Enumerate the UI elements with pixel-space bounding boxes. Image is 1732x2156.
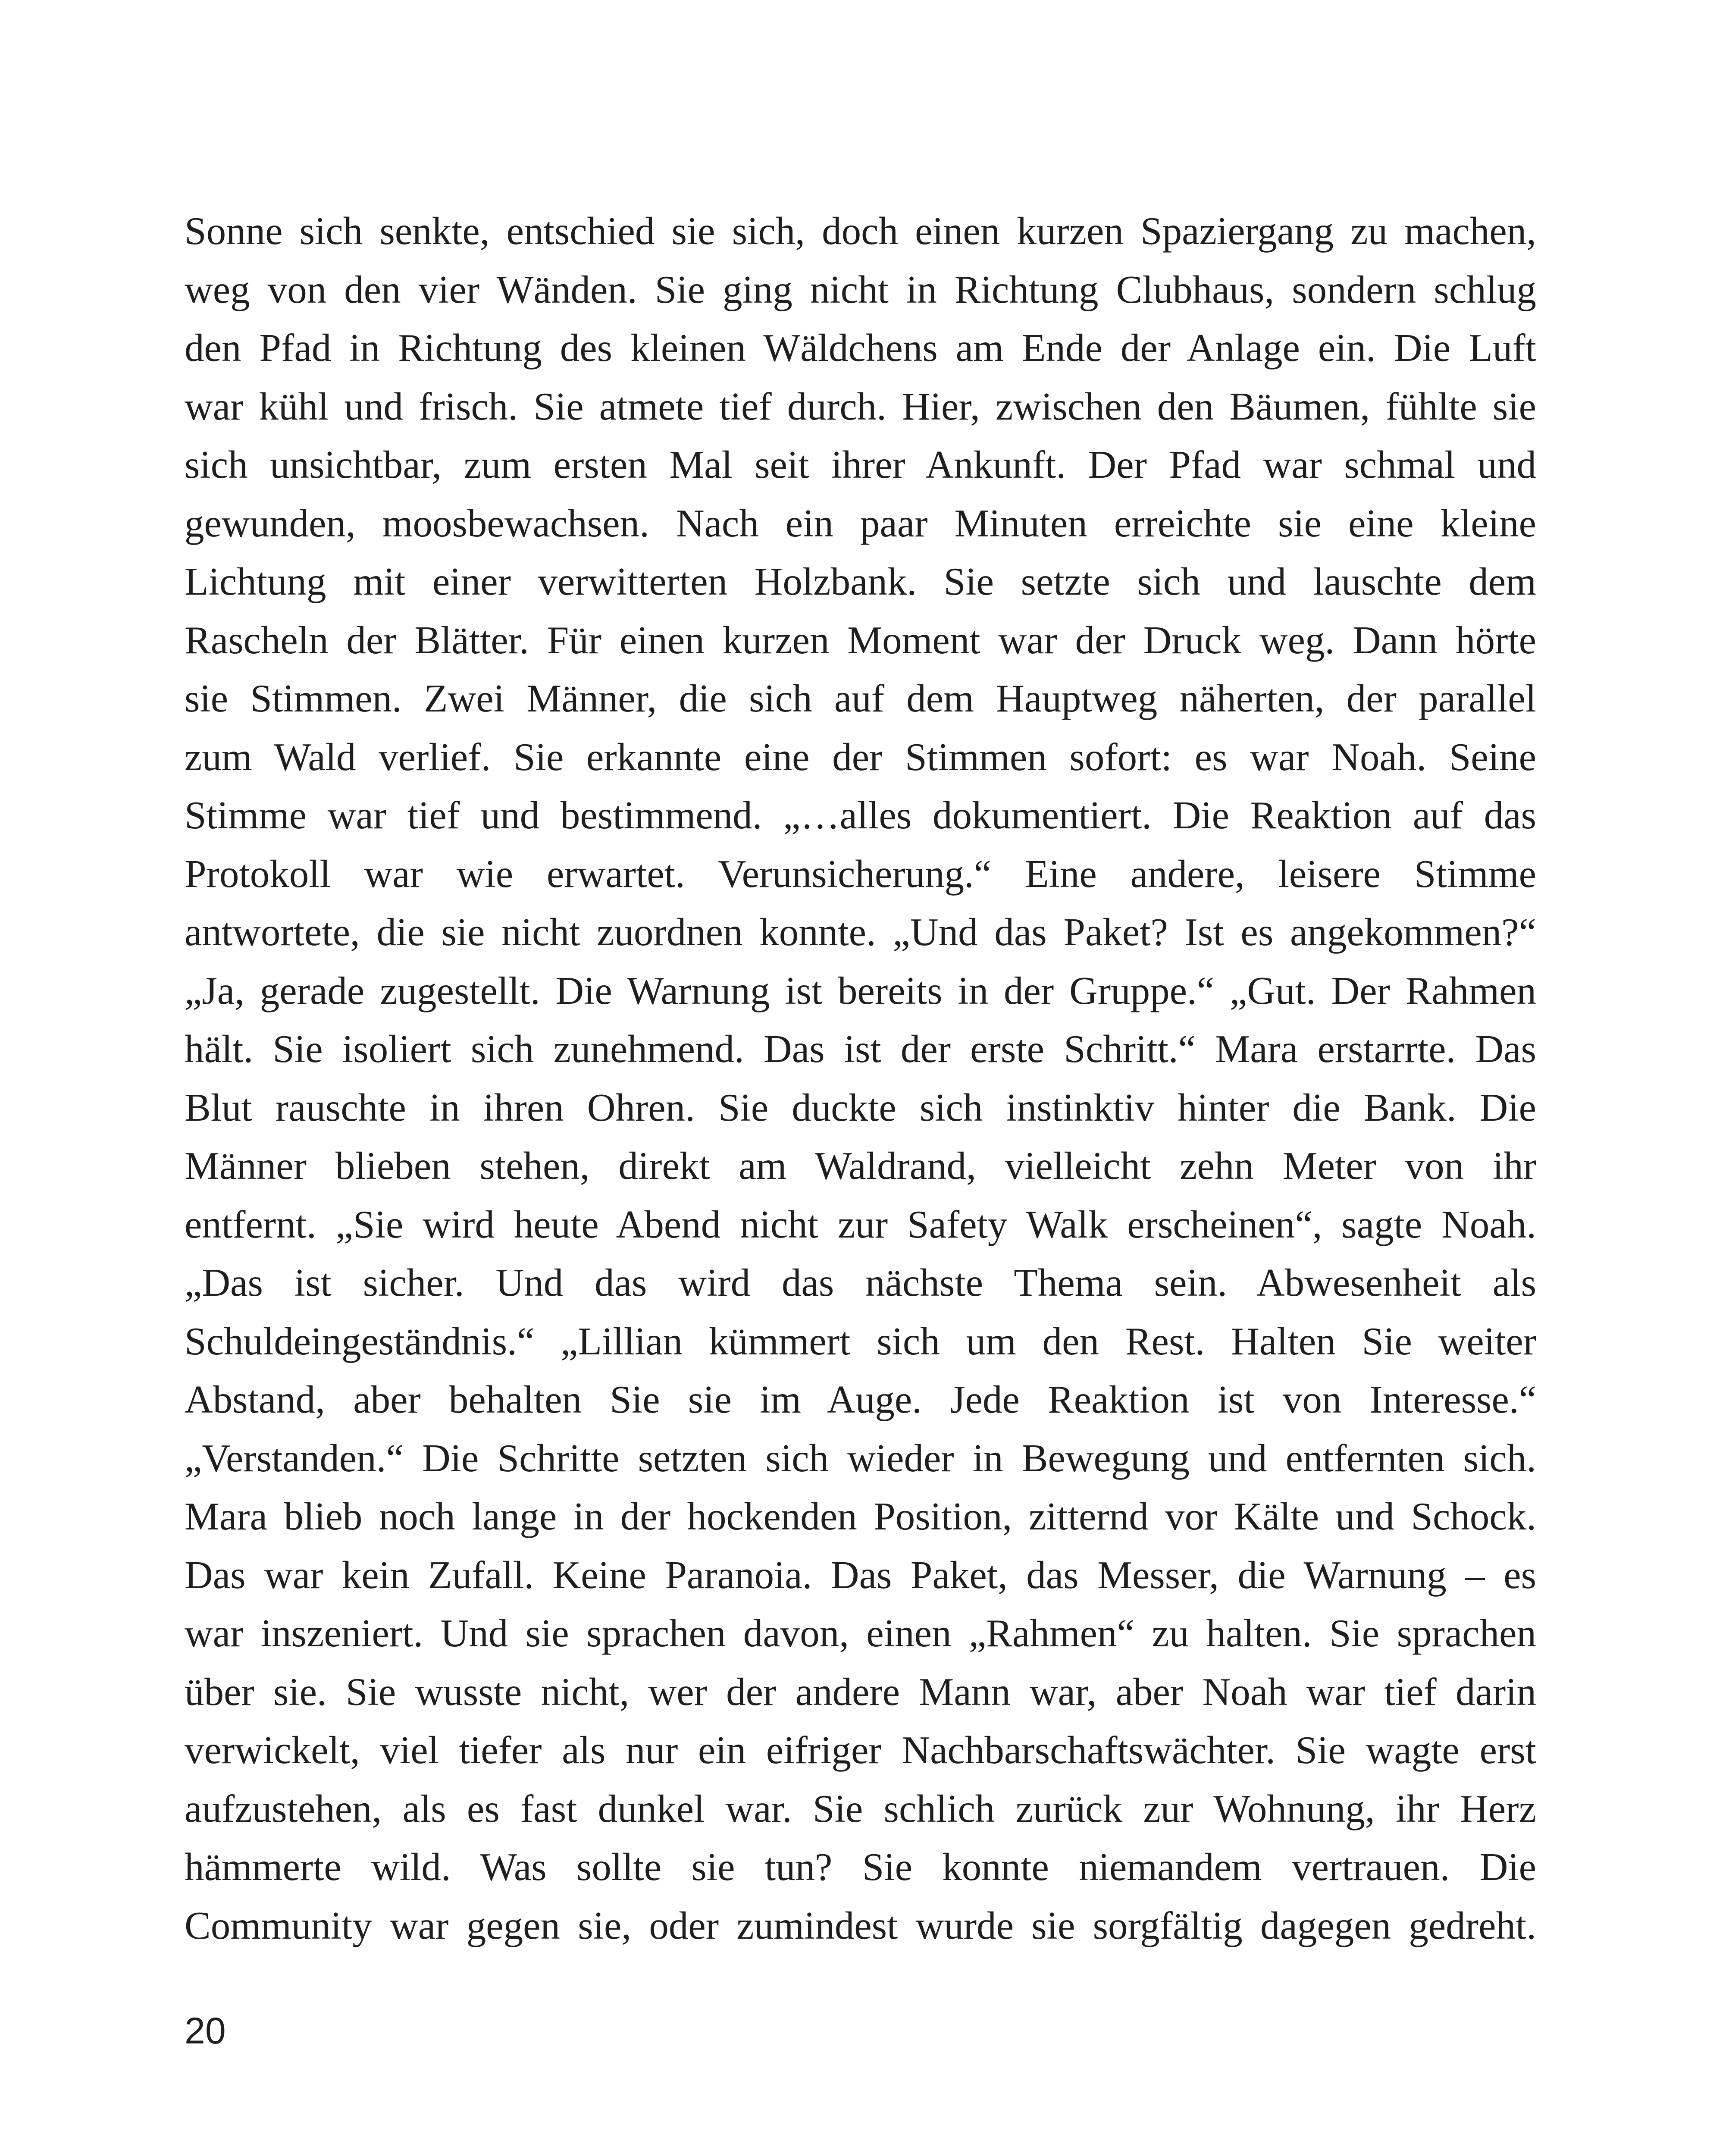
text-line: sich unsichtbar, zum ersten Mal seit ihrer Ankunft. Der Pfad war schmal und	[185, 443, 1536, 486]
text-line: Protokoll war wie erwartet. Verunsicherung.“ Eine andere, leisere Stimme	[185, 852, 1536, 896]
text-line: Blut rauschte in ihren Ohren. Sie duckte sich instinktiv hinter die Bank. Die	[185, 1085, 1536, 1129]
text-line: entfernt. „Sie wird heute Abend nicht zur Safety Walk erscheinen“, sagte Noah.	[185, 1202, 1536, 1246]
text-line: Mara blieb noch lange in der hockenden Position, zitternd vor Kälte und Schock.	[185, 1495, 1536, 1538]
text-line: den Pfad in Richtung des kleinen Wäldchens am Ende der Anlage ein. Die Luft	[185, 326, 1536, 370]
text-line: „Ja, gerade zugestellt. Die Warnung ist bereits in der Gruppe.“ „Gut. Der Rahmen	[185, 968, 1536, 1012]
text-line: weg von den vier Wänden. Sie ging nicht in Richtung Clubhaus, sondern schlug	[185, 267, 1536, 311]
text-line: verwickelt, viel tiefer als nur ein eifriger Nachbarschaftswächter. Sie wagte erst	[185, 1728, 1536, 1772]
text-line: Schuldeingeständnis.“ „Lillian kümmert sich um den Rest. Halten Sie weiter	[185, 1319, 1536, 1363]
text-line: Männer blieben stehen, direkt am Waldrand, vielleicht zehn Meter von ihr	[185, 1144, 1536, 1188]
text-line: Rascheln der Blätter. Für einen kurzen Moment war der Druck weg. Dann hörte	[185, 618, 1536, 662]
text-line: hält. Sie isoliert sich zunehmend. Das ist der erste Schritt.“ Mara erstarrte. Das	[185, 1027, 1536, 1071]
text-line: war inszeniert. Und sie sprachen davon, einen „Rahmen“ zu halten. Sie sprachen	[185, 1611, 1536, 1655]
text-line: Stimme war tief und bestimmend. „…alles dokumentiert. Die Reaktion auf das	[185, 793, 1536, 837]
text-line: sie Stimmen. Zwei Männer, die sich auf dem Hauptweg näherten, der parallel	[185, 677, 1536, 720]
text-line: war kühl und frisch. Sie atmete tief durch. Hier, zwischen den Bäumen, fühlte sie	[185, 384, 1536, 428]
text-line: Abstand, aber behalten Sie sie im Auge. Jede Reaktion ist von Interesse.“	[185, 1378, 1536, 1421]
text-line: gewunden, moosbewachsen. Nach ein paar Minuten erreichte sie eine kleine	[185, 501, 1536, 545]
text-line: Community war gegen sie, oder zumindest wurde sie sorgfältig dagegen gedreht.	[185, 1903, 1536, 1947]
body-paragraph	[185, 202, 1536, 1955]
text-line: über sie. Sie wusste nicht, wer der andere Mann war, aber Noah war tief darin	[185, 1670, 1536, 1714]
text-line: Das war kein Zufall. Keine Paranoia. Das Paket, das Messer, die Warnung – es	[185, 1553, 1536, 1597]
text-line: aufzustehen, als es fast dunkel war. Sie schlich zurück zur Wohnung, ihr Herz	[185, 1786, 1536, 1830]
text-line: Sonne sich senkte, entschied sie sich, doch einen kurzen Spaziergang zu machen,	[185, 209, 1536, 253]
text-line: „Das ist sicher. Und das wird das nächste Thema sein. Abwesenheit als	[185, 1261, 1536, 1304]
page-number: 20	[185, 2010, 226, 2052]
text-line: Lichtung mit einer verwitterten Holzbank. Sie setzte sich und lauschte dem	[185, 560, 1536, 603]
text-line: zum Wald verlief. Sie erkannte eine der Stimmen sofort: es war Noah. Seine	[185, 735, 1536, 779]
text-line: „Verstanden.“ Die Schritte setzten sich wieder in Bewegung und entfernten sich.	[185, 1436, 1536, 1480]
text-line: antwortete, die sie nicht zuordnen konnte. „Und das Paket? Ist es angekommen?“	[185, 910, 1536, 954]
text-line: hämmerte wild. Was sollte sie tun? Sie konnte niemandem vertrauen. Die	[185, 1845, 1536, 1889]
